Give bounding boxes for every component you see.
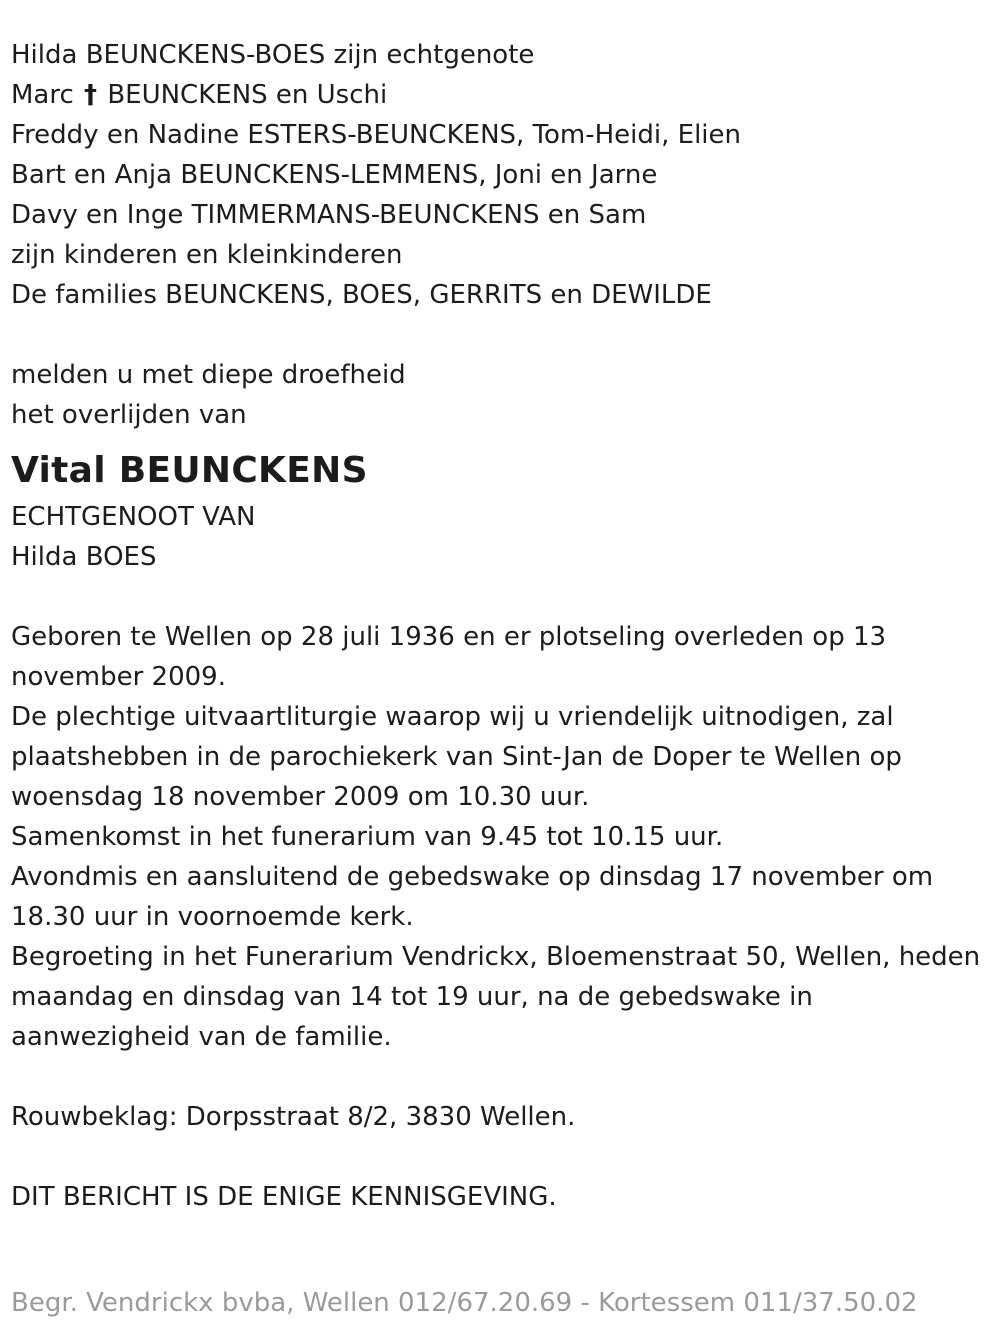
family-line-spouse: Hilda BEUNCKENS-BOES zijn echtgenote [11, 40, 535, 70]
obituary-notice [11, 35, 986, 1217]
funeral-home-footer: Begr. Vendrickx bvba, Wellen 012/67.20.69 - Kortessem 011/37.50.02 [11, 1288, 918, 1318]
deceased-name: Vital BEUNCKENS [11, 450, 368, 491]
announcement-line-1: melden u met diepe droefheid [11, 360, 406, 390]
family-line-marc-rest: BEUNCKENS en Uschi [107, 80, 388, 110]
family-line-marc-first: Marc [11, 80, 74, 110]
family-list [11, 35, 986, 315]
announcement-line-2: het overlijden van [11, 400, 247, 430]
birth-death-text: Geboren te Wellen op 28 juli 1936 en er plotseling overleden op 13 november 2009. [11, 622, 887, 692]
family-line-freddy: Freddy en Nadine ESTERS-BEUNCKENS, Tom-Heidi, Elien [11, 120, 742, 150]
family-line-children: zijn kinderen en kleinkinderen [11, 240, 403, 270]
liturgy-text: De plechtige uitvaartliturgie waarop wij u vriendelijk uitnodigen, zal plaatshebben in de parochiekerk van Sint-Jan de Doper te Wellen op woensdag 18 november 2009 om 10.30 uur. [11, 702, 902, 812]
sole-notice: DIT BERICHT IS DE ENIGE KENNISGEVING. [11, 1182, 557, 1212]
family-line-davy: Davy en Inge TIMMERMANS-BEUNCKENS en Sam [11, 200, 647, 230]
spacer [11, 1137, 986, 1177]
condolence-address: Rouwbeklag: Dorpsstraat 8/2, 3830 Wellen. [11, 1102, 576, 1132]
family-line-marc [11, 75, 986, 115]
gathering-text: Samenkomst in het funerarium van 9.45 tot 10.15 uur. [11, 822, 724, 852]
spacer [11, 577, 986, 617]
greeting-text: Begroeting in het Funerarium Vendrickx, Bloemenstraat 50, Wellen, heden maandag en dinsdag van 14 tot 19 uur, na de gebedswake in aanwezigheid van de familie. [11, 942, 981, 1052]
evening-mass-text: Avondmis en aansluitend de gebedswake op dinsdag 17 november om 18.30 uur in voornoemde kerk. [11, 862, 934, 932]
cross-icon: † [84, 80, 98, 110]
spacer [11, 1057, 986, 1097]
deceased-relation: ECHTGENOOT VAN [11, 502, 256, 532]
spacer [11, 315, 986, 355]
family-line-bart: Bart en Anja BEUNCKENS-LEMMENS, Joni en Jarne [11, 160, 658, 190]
deceased-spouse: Hilda BOES [11, 542, 157, 572]
announcement [11, 355, 986, 435]
family-line-families: De families BEUNCKENS, BOES, GERRITS en DEWILDE [11, 280, 712, 310]
funeral-details [11, 617, 986, 1057]
